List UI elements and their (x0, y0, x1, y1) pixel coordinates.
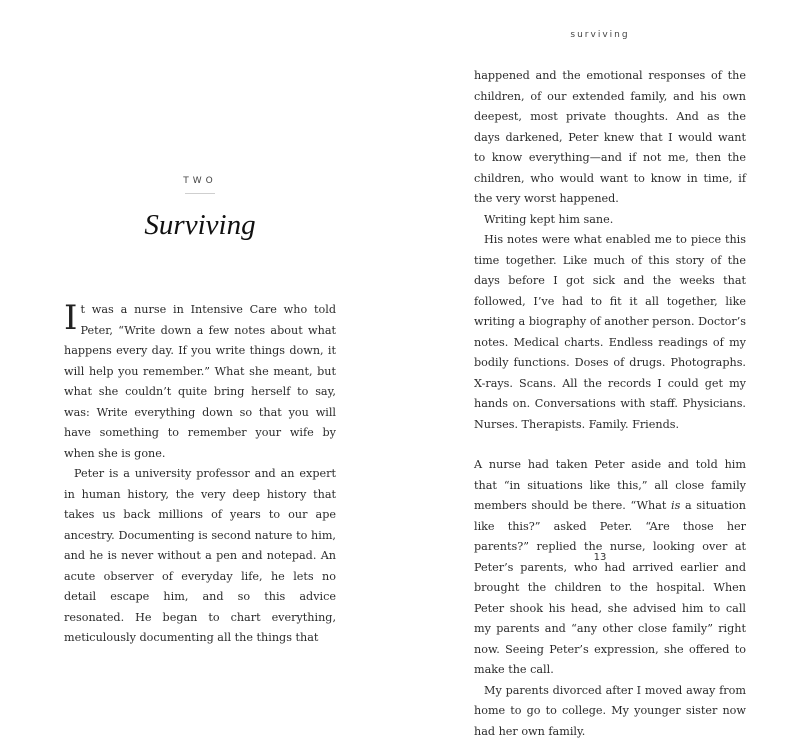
paragraph: happened and the emotional responses of the children, of our extended family, and his own deepest, most private thoughts. And as the days darkened, Peter knew that I would want to know everything—and if not me, then the children, who would want to know in time, if the very worst happened. (474, 66, 746, 210)
page-number: 13 (400, 552, 800, 563)
paragraph-text: A nurse had taken Peter aside and told him that “in situations like this,” all close family members should be there. “What (474, 458, 746, 512)
paragraph-text: t was a nurse in Intensive Care who told Peter, “Write down a few notes about what happens every day. If you write things down, it will help you remember.” What she meant, but what she couldn’t quite bring herself to say, was: Write everything down so that you will have something to remember your wife by when she is gone. (64, 303, 336, 460)
paragraph (474, 455, 746, 681)
paragraph: Peter is a university professor and an expert in human history, the very deep history that takes us back millions of years to our ape ancestry. Documenting is second nature to him, and he is never without a pen and notepad. An acute observer of everyday life, he lets no detail escape him, and so this advice resonated. He began to chart everything, meticulously documenting all the things that (64, 464, 336, 649)
chapter-number: TWO (0, 176, 400, 186)
chapter-title: Surviving (0, 209, 400, 242)
paragraph: His notes were what enabled me to piece this time together. Like much of this story of the days before I got sick and the weeks that followed, I’ve had to fit it all together, like writing a biography of another person. Doctor’s notes. Medical charts. Endless readings of my bodily functions. Doses of drugs. Photographs. X-rays. Scans. All the records I could get my hands on. Conversations with staff. Physicians. Nurses. Therapists. Family. Friends. (474, 230, 746, 435)
paragraph (64, 300, 336, 464)
paragraph: Writing kept him sane. (474, 210, 746, 231)
right-body-text (474, 66, 746, 742)
chapter-divider (185, 193, 215, 194)
left-page (0, 0, 400, 600)
emphasis: is (671, 499, 680, 512)
right-page (400, 0, 800, 600)
running-head: surviving (400, 30, 800, 40)
drop-cap: I (64, 303, 77, 333)
paragraph: My parents divorced after I moved away from home to go to college. My younger sister now had her own family. (474, 681, 746, 742)
paragraph-text: a situation like this?” asked Peter. “Are those her parents?” replied the nurse, looking over at Peter’s parents, who had arrived earlier and brought the children to the hospital. When Peter shook his head, she advised him to call my parents and “any other close family” right now. Seeing Peter’s expression, she offered to make the call. (474, 499, 746, 676)
left-body-text (64, 300, 336, 649)
